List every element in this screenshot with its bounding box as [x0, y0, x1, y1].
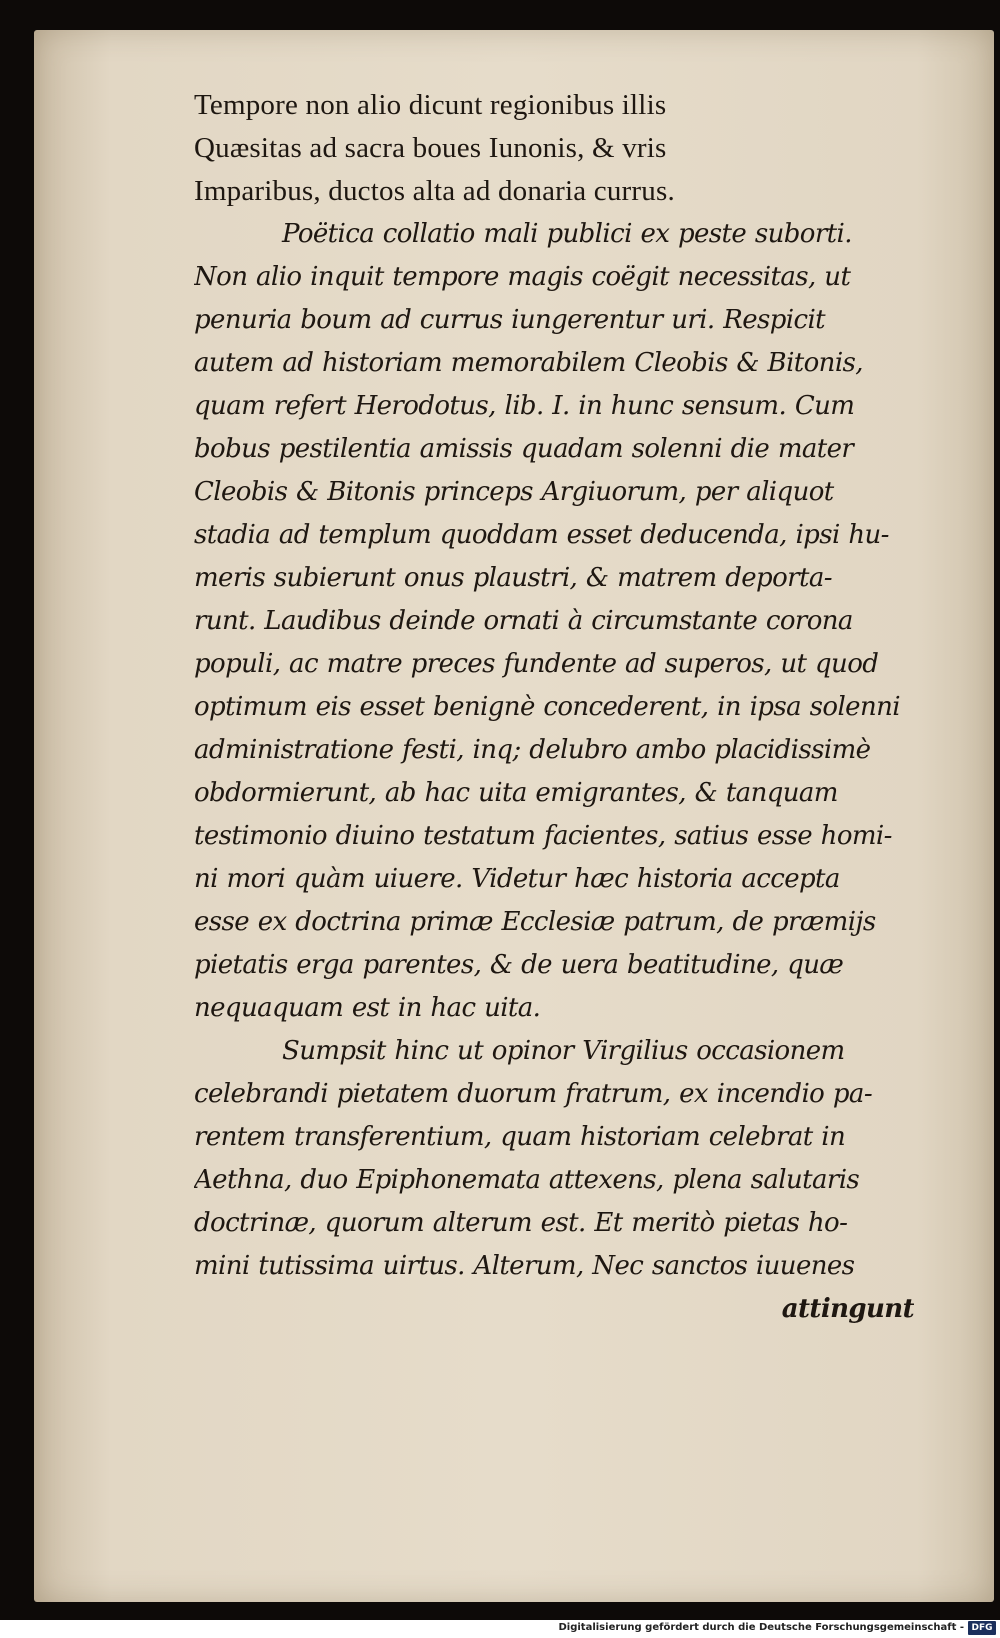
text-line: Non alio inquit tempore magis coëgit necessitas, ut	[194, 262, 851, 292]
text-line: Sumpsit hinc ut opinor Virgilius occasionem	[282, 1036, 845, 1066]
text-line: optimum eis esset benignè concederent, in ipsa solenni	[194, 692, 900, 722]
text-line: pietatis erga parentes, & de uera beatitudine, quæ	[194, 950, 844, 980]
text-line: autem ad historiam memorabilem Cleobis & Bitonis,	[194, 348, 863, 378]
text-line: runt. Laudibus deinde ornati à circumstante corona	[194, 606, 853, 636]
dfg-logo: DFG	[968, 1621, 996, 1635]
verse-line: Tempore non alio dicunt regionibus illis	[194, 89, 667, 121]
text-line: bobus pestilentia amissis quadam solenni die mater	[194, 434, 854, 464]
text-line: doctrinæ, quorum alterum est. Et meritò pietas ho-	[194, 1208, 848, 1238]
text-line: obdormierunt, ab hac uita emigrantes, & tanquam	[194, 778, 838, 808]
text-line: quam refert Herodotus, lib. I. in hunc sensum. Cum	[194, 391, 855, 421]
verse-line: Imparibus, ductos alta ad donaria currus.	[194, 175, 675, 207]
text-line: populi, ac matre preces fundente ad superos, ut quod	[194, 649, 879, 679]
text-line: Cleobis & Bitonis princeps Argiuorum, per aliquot	[194, 477, 834, 507]
text-line: administratione festi, inq; delubro ambo placidissimè	[194, 735, 871, 765]
verse-line: Quæsitas ad sacra boues Iunonis, & vris	[194, 132, 667, 164]
text-line: esse ex doctrina primæ Ecclesiæ patrum, de præmijs	[194, 907, 876, 937]
text-line: Poëtica collatio mali publici ex peste suborti.	[282, 219, 852, 249]
text-line: mini tutissima uirtus. Alterum, Nec sanctos iuuenes	[194, 1251, 855, 1281]
text-line: rentem transferentium, quam historiam celebrat in	[194, 1122, 846, 1152]
text-line: celebrandi pietatem duorum fratrum, ex incendio pa-	[194, 1079, 873, 1109]
text-line: testimonio diuino testatum facientes, satius esse homi-	[194, 821, 892, 851]
text-line: Aethna, duo Epiphonemata attexens, plena salutaris	[194, 1165, 860, 1195]
dfg-credit: Digitalisierung gefördert durch die Deutsche Forschungsgemeinschaft -	[558, 1622, 964, 1633]
catchword: attingunt	[781, 1294, 914, 1324]
text-line: meris subierunt onus plaustri, & matrem deporta-	[194, 563, 832, 593]
text-line: nequaquam est in hac uita.	[194, 993, 541, 1023]
text-line: ni mori quàm uiuere. Videtur hæc historia accepta	[194, 864, 840, 894]
text-line: stadia ad templum quoddam esset deducenda, ipsi hu-	[194, 520, 889, 550]
text-line: penuria boum ad currus iungerentur uri. Respicit	[194, 305, 826, 335]
page-text	[194, 84, 914, 1331]
